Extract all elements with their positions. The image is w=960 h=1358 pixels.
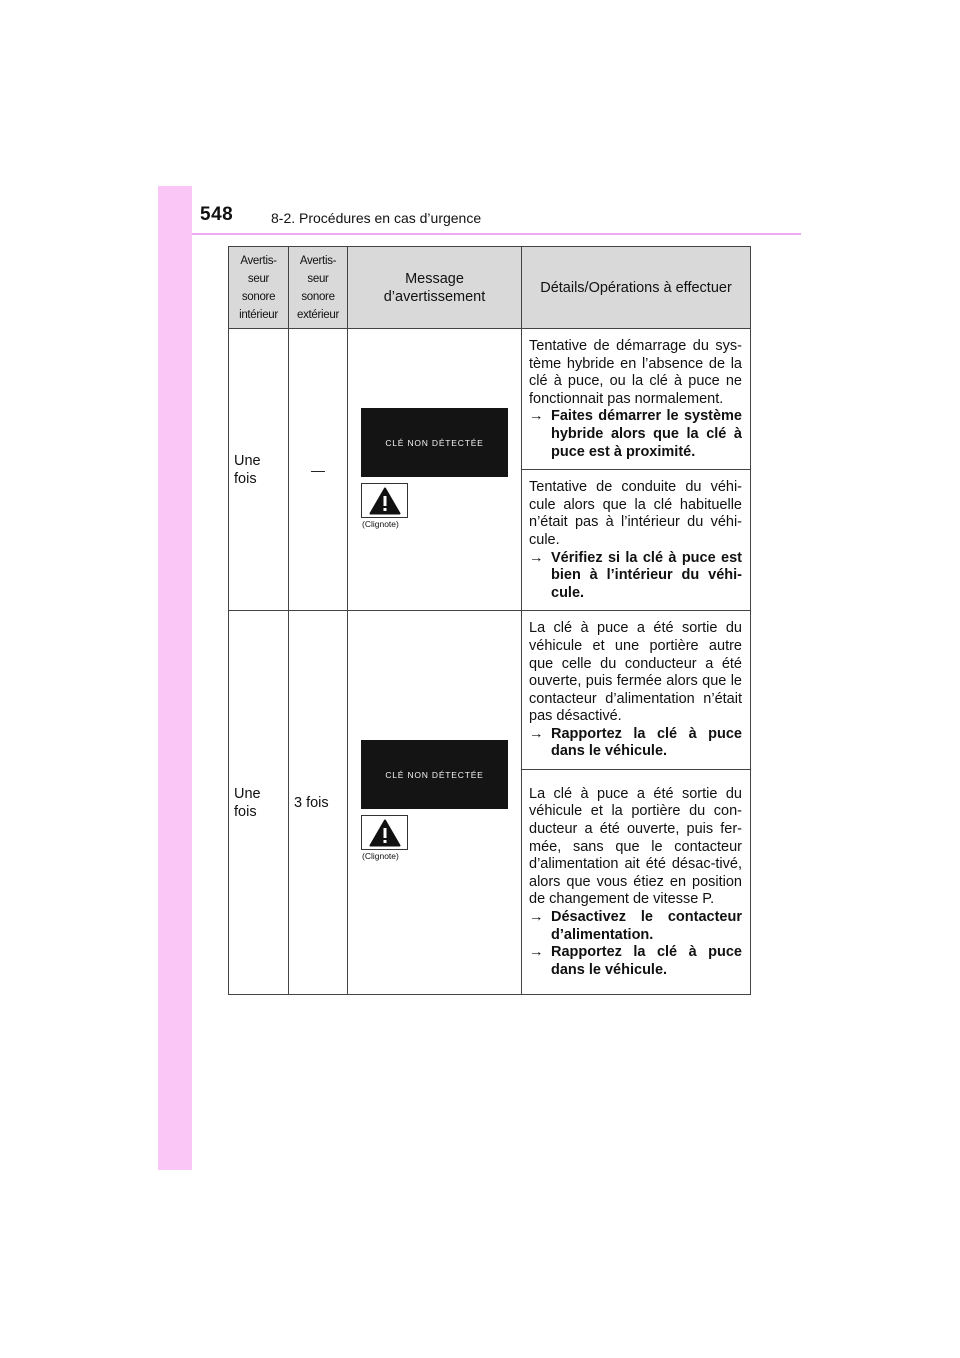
detail-text: La clé à puce a été sortie du véhicule et la portière du con-ducteur a été ouverte, puis fer-mée, sans que le contacteur d’alimentation ait été désac-tivé, alors que vous étiez en position de changement de vitesse P. <box>529 785 742 908</box>
warning-triangle-icon <box>369 819 401 847</box>
action-item: → Rapportez la clé à puce dans le véhicule. <box>529 944 742 978</box>
table-header-row <box>229 247 751 329</box>
display-screen-text: CLÉ NON DÉTECTÉE <box>385 769 484 780</box>
col-header-message: Message d’avertissement <box>348 247 522 329</box>
table-row <box>229 611 751 770</box>
detail-text: La clé à puce a été sortie du véhicule et une portière autre que celle du conducteur a été ouverte, puis fermée alors que le contacteur d’alimentation n’était pas désactivé. <box>529 620 742 725</box>
detail-text: Tentative de démarrage du sys-tème hybride en l’absence de la clé à puce, ou la clé à puce ne fonctionnait pas normalement. <box>529 338 742 407</box>
arrow-icon: → <box>529 549 544 566</box>
display-screen-text: CLÉ NON DÉTECTÉE <box>385 437 484 448</box>
header-rule <box>192 233 801 235</box>
section-tab-bar <box>158 186 192 1170</box>
blink-label: (Clignote) <box>362 851 399 862</box>
col-header-details: Détails/Opérations à effectuer <box>522 247 751 329</box>
display-screen <box>361 740 508 809</box>
warning-message-cell <box>348 329 522 611</box>
detail-cell <box>522 611 751 770</box>
warning-light-box <box>361 815 408 850</box>
detail-cell <box>522 770 751 995</box>
col-header-exterior-buzzer: Avertis- seur sonore extérieur <box>289 247 348 329</box>
action-item: → Rapportez la clé à puce dans le véhicule. <box>529 725 742 760</box>
action-item: → Vérifiez si la clé à puce est bien à l’intérieur du véhi-cule. <box>529 549 742 601</box>
exterior-buzzer-count: 3 fois <box>289 611 348 995</box>
interior-buzzer-count: Une fois <box>229 611 289 995</box>
arrow-icon: → <box>529 408 544 425</box>
arrow-icon: → <box>529 944 544 961</box>
section-title: 8-2. Procédures en cas d’urgence <box>271 210 482 226</box>
warning-light-box <box>361 483 408 518</box>
detail-text: Tentative de conduite du véhi-cule alors que la clé habituelle n’était pas à l’intérieur du véhi-cule. <box>529 479 742 548</box>
exterior-buzzer-count: — <box>289 329 348 611</box>
blink-label: (Clignote) <box>362 519 399 529</box>
action-item: → Faites démarrer le système hybride alors que la clé à puce est à proximité. <box>529 408 742 460</box>
arrow-icon: → <box>529 725 544 742</box>
arrow-icon: → <box>529 908 544 925</box>
table-row <box>229 329 751 470</box>
warning-message-cell <box>348 611 522 995</box>
detail-cell <box>522 329 751 470</box>
detail-cell <box>522 470 751 611</box>
page-number: 548 <box>200 204 234 225</box>
interior-buzzer-count: Une fois <box>229 329 289 611</box>
warning-triangle-icon <box>369 487 401 515</box>
display-screen <box>361 408 508 477</box>
col-header-interior-buzzer: Avertis- seur sonore intérieur <box>229 247 289 329</box>
warning-table <box>228 246 751 995</box>
action-item: → Désactivez le contacteur d’alimentation. <box>529 908 742 943</box>
